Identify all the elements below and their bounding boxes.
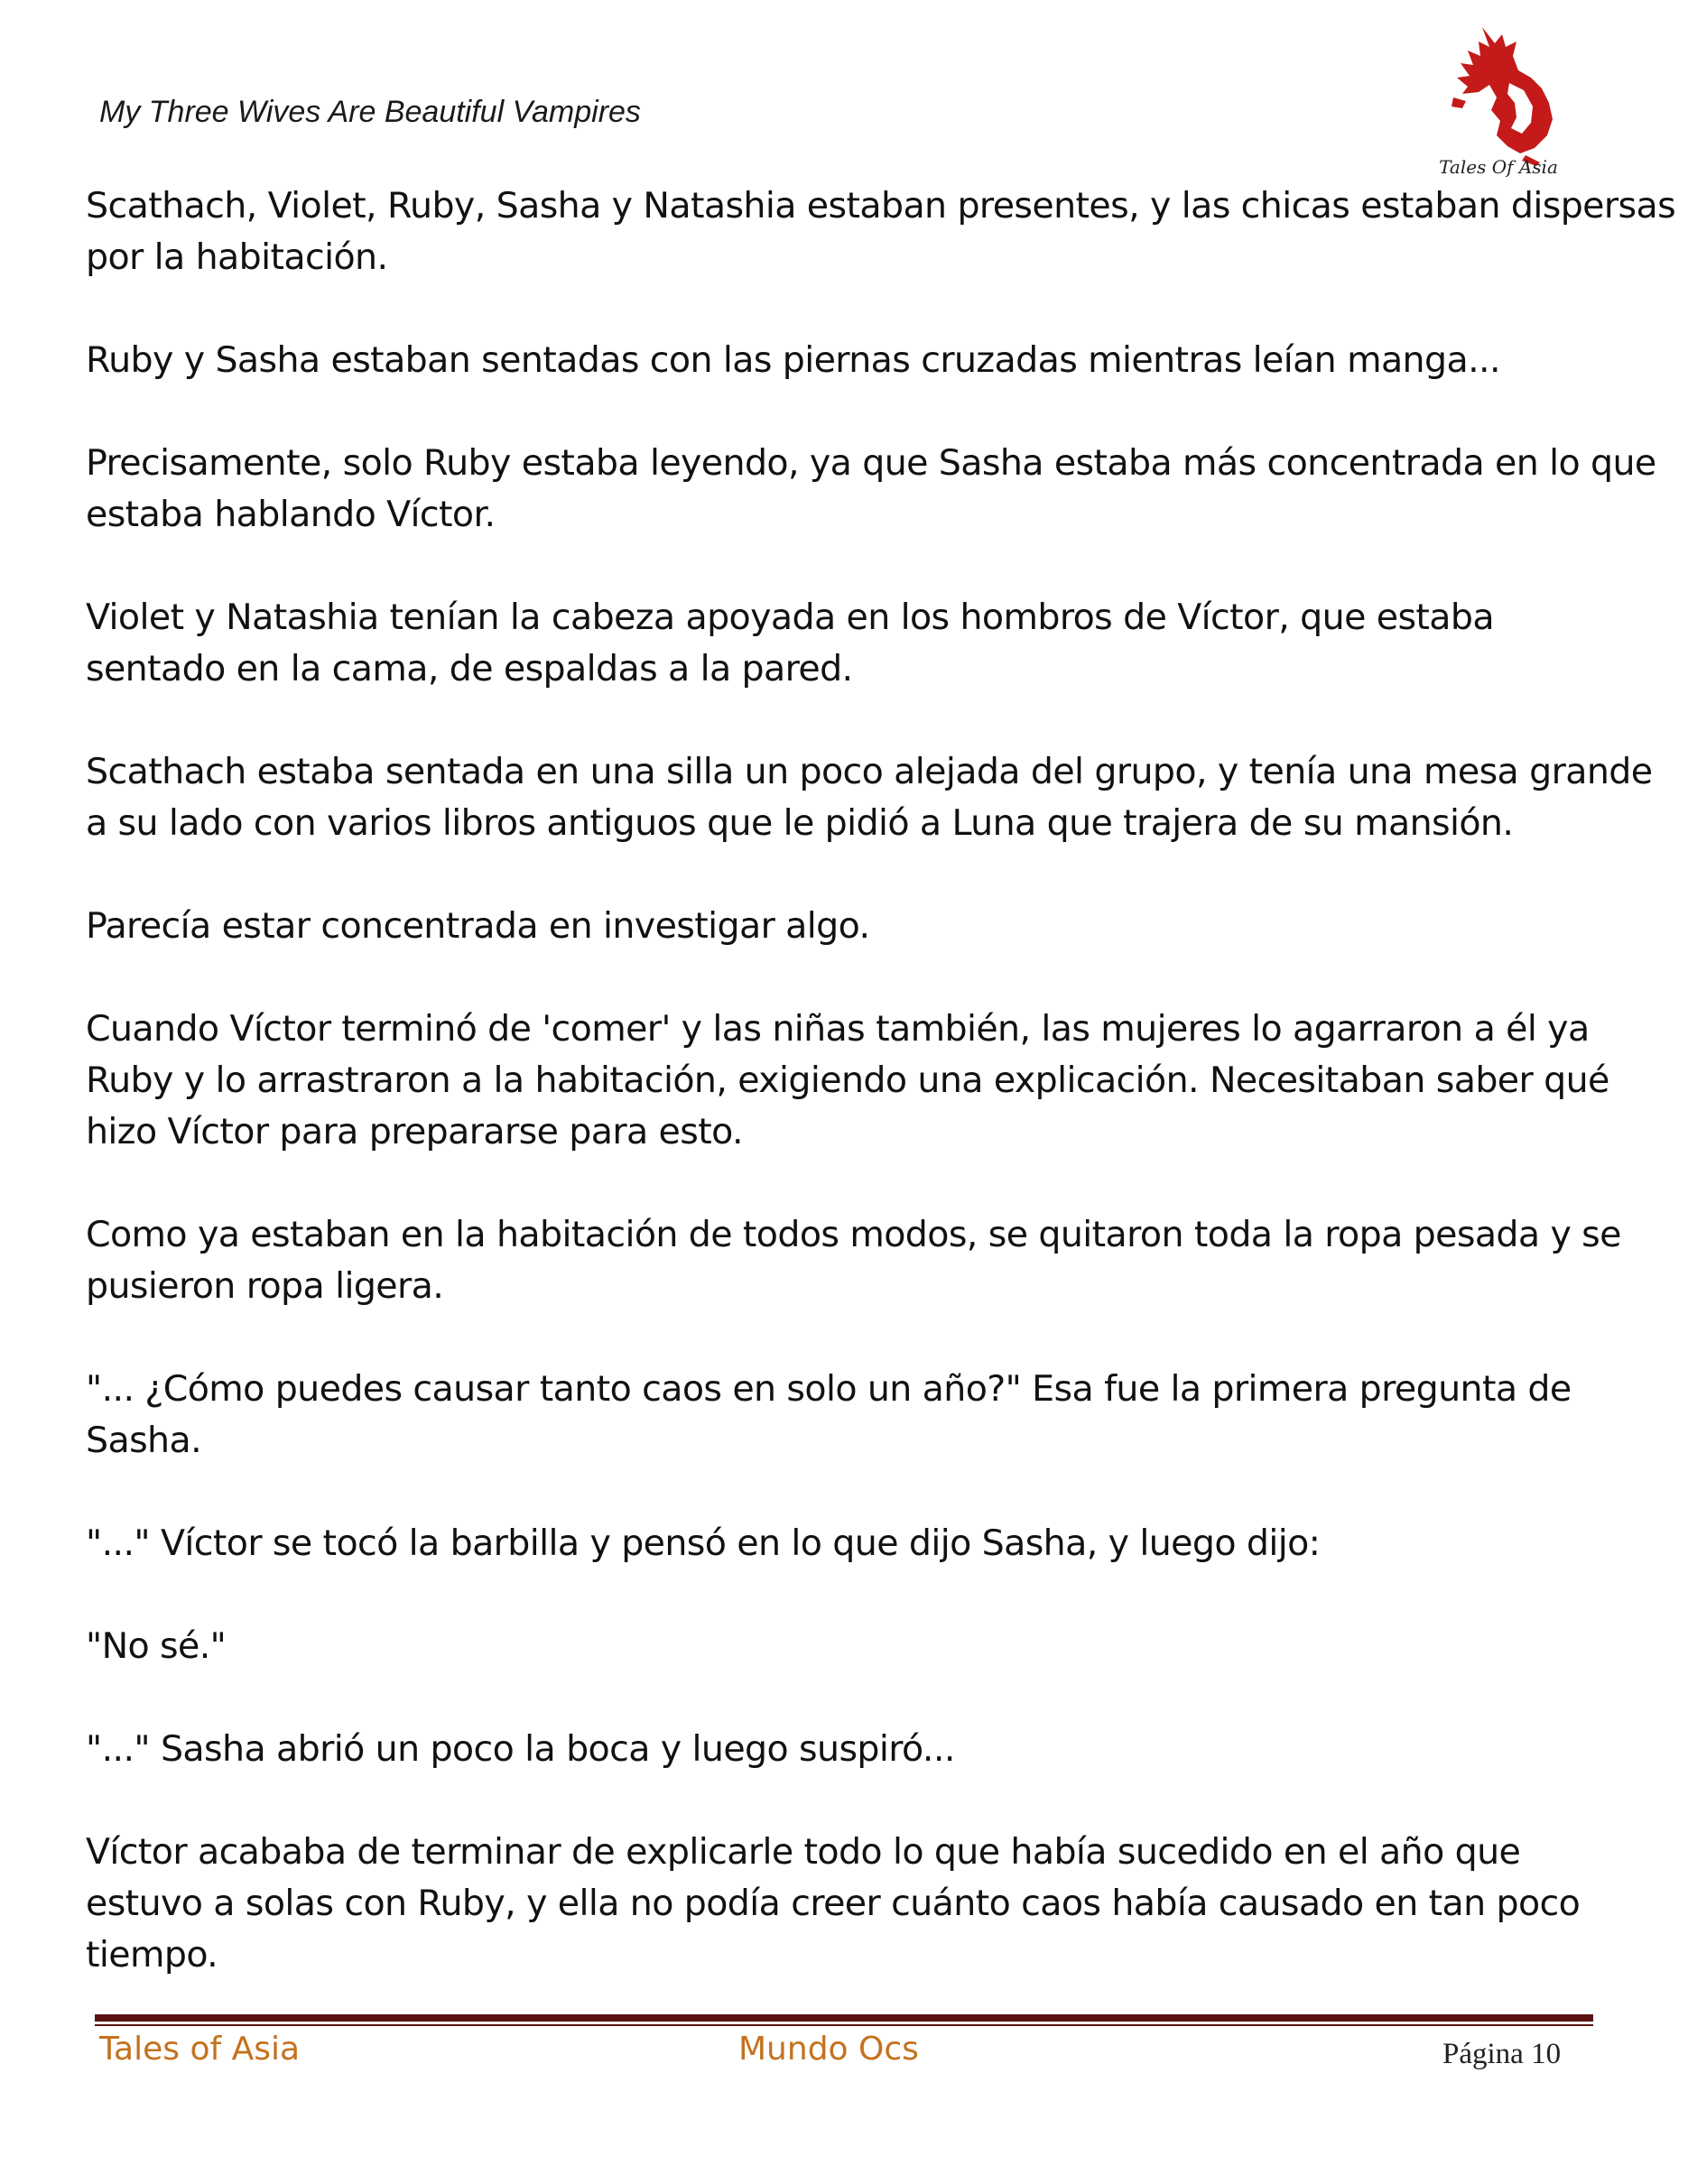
paragraph-line: Scathach, Violet, Ruby, Sasha y Natashia estaban presentes, y las chicas estaban dispersas bbox=[86, 185, 1676, 227]
body-paragraph bbox=[86, 1004, 1620, 1158]
footer-section-name: Mundo Ocs bbox=[738, 2031, 919, 2068]
body-paragraph bbox=[86, 438, 1656, 541]
chapter-body bbox=[86, 180, 1676, 2032]
paragraph-line: Parecía estar concentrada en investigar algo. bbox=[86, 905, 870, 947]
paragraph-line: Ruby y lo arrastraron a la habitación, exigiendo una explicación. Necesitaban saber qué bbox=[86, 1060, 1609, 1101]
body-paragraph bbox=[86, 901, 1620, 952]
paragraph-line: Cuando Víctor terminó de 'comer' y las niñas también, las mujeres lo agarraron a él ya bbox=[86, 1008, 1590, 1050]
paragraph-line: Como ya estaban en la habitación de todos modos, se quitaron toda la ropa pesada y se bbox=[86, 1214, 1621, 1255]
paragraph-line: por la habitación. bbox=[86, 236, 388, 278]
paragraph-line: Ruby y Sasha estaban sentadas con las piernas cruzadas mientras leían manga... bbox=[86, 339, 1500, 381]
red-dragon-icon bbox=[1426, 20, 1571, 178]
footer-page-number: Página 10 bbox=[1442, 2038, 1562, 2070]
body-paragraph bbox=[86, 1518, 1620, 1569]
body-paragraph bbox=[86, 1621, 1620, 1672]
paragraph-line: a su lado con varios libros antiguos que le pidió a Luna que trajera de su mansión. bbox=[86, 802, 1514, 844]
paragraph-line: estuvo a solas con Ruby, y ella no podía creer cuánto caos había causado en tan poco bbox=[86, 1883, 1581, 1924]
paragraph-line: hizo Víctor para prepararse para esto. bbox=[86, 1111, 743, 1152]
body-paragraph bbox=[86, 335, 1620, 386]
paragraph-line: "... ¿Cómo puedes causar tanto caos en solo un año?" Esa fue la primera pregunta de bbox=[86, 1368, 1572, 1410]
paragraph-line: Scathach estaba sentada en una silla un poco alejada del grupo, y tenía una mesa grande bbox=[86, 751, 1653, 792]
body-paragraph bbox=[86, 1209, 1620, 1312]
body-paragraph bbox=[86, 1364, 1620, 1467]
body-paragraph bbox=[86, 180, 1676, 283]
paragraph-line: Sasha. bbox=[86, 1420, 202, 1461]
paragraph-line: "No sé." bbox=[86, 1625, 227, 1667]
paragraph-line: Precisamente, solo Ruby estaba leyendo, ya que Sasha estaba más concentrada en lo que bbox=[86, 442, 1656, 484]
body-paragraph bbox=[86, 1724, 1620, 1775]
paragraph-line: tiempo. bbox=[86, 1934, 218, 1976]
footer-rule-thick bbox=[95, 2014, 1593, 2022]
paragraph-line: Violet y Natashia tenían la cabeza apoyada en los hombros de Víctor, que estaba bbox=[86, 597, 1494, 638]
footer-site-name: Tales of Asia bbox=[99, 2031, 301, 2068]
paragraph-line: "..." Víctor se tocó la barbilla y pensó en lo que dijo Sasha, y luego dijo: bbox=[86, 1522, 1321, 1564]
paragraph-line: sentado en la cama, de espaldas a la pared. bbox=[86, 648, 853, 689]
paragraph-line: Víctor acababa de terminar de explicarle todo lo que había sucedido en el año que bbox=[86, 1831, 1521, 1873]
footer-rule-thin bbox=[95, 2024, 1593, 2026]
paragraph-line: estaba hablando Víctor. bbox=[86, 494, 496, 535]
body-paragraph bbox=[86, 746, 1653, 849]
logo-text: Tales Of Asia bbox=[1439, 156, 1558, 178]
body-paragraph bbox=[86, 592, 1620, 695]
paragraph-line: "..." Sasha abrió un poco la boca y luego suspiró... bbox=[86, 1728, 955, 1770]
header-book-title: My Three Wives Are Beautiful Vampires bbox=[99, 95, 641, 129]
body-paragraph bbox=[86, 1827, 1620, 1981]
paragraph-line: pusieron ropa ligera. bbox=[86, 1265, 444, 1307]
